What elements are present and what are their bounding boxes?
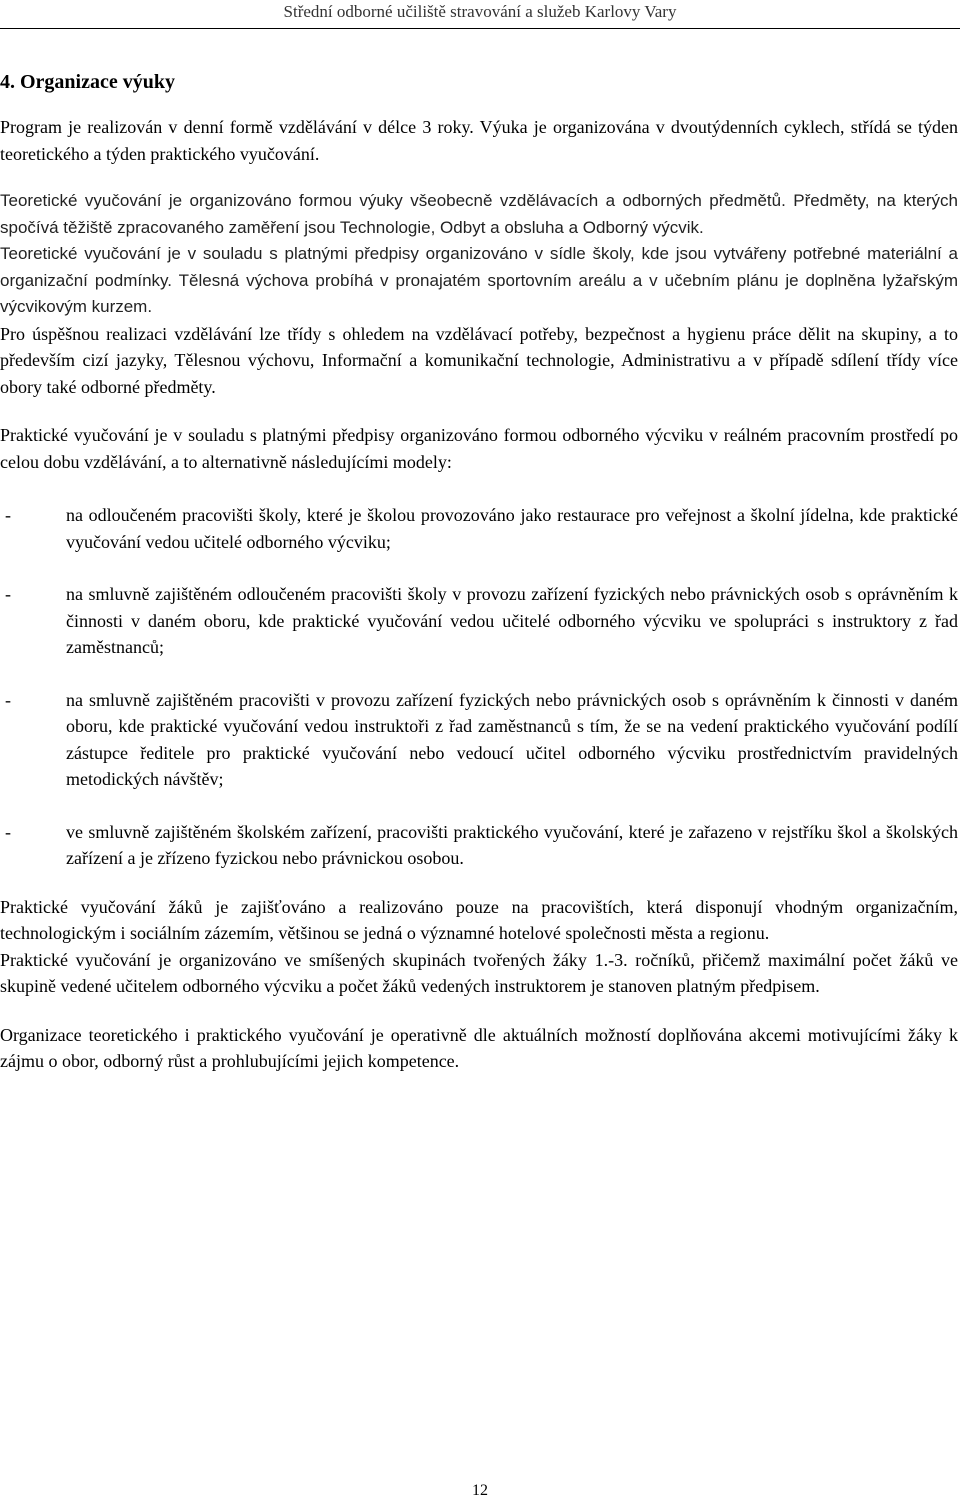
header-divider xyxy=(0,28,960,29)
page-header-title: Střední odborné učiliště stravování a služeb Karlovy Vary xyxy=(283,2,677,21)
list-item xyxy=(0,819,958,872)
paragraph-practical-partners: Praktické vyučování žáků je zajišťováno a realizováno pouze na pracovištích, která disponují vhodným organizačním, technologickým i sociálním zázemím, většinou se jedná o významné hotelové společnosti města a regionu. xyxy=(0,896,958,943)
paragraph-program-form: Program je realizován v denní formě vzdělávání v délce 3 roky. Výuka je organizována v dvoutýdenních cyklech, střídá se týden teoretického a týden praktického vyučování. xyxy=(0,117,958,164)
list-item xyxy=(0,687,958,793)
list-item xyxy=(0,581,958,661)
list-item-text: ve smluvně zajištěném školském zařízení, pracovišti praktického vyučování, které je zařazeno v rejstříku škol a školských zařízení a je zřízeno fyzickou nebo právnickou osobou. xyxy=(66,821,958,868)
paragraph-practical-models: Praktické vyučování je v souladu s platnými předpisy organizováno formou odborného výcviku v reálném pracovním prostředí po celou dobu vzdělávání, a to alternativně následujícími modely: xyxy=(0,425,958,472)
bullet-dash: - xyxy=(5,689,11,710)
paragraph-groups: Pro úspěšnou realizaci vzdělávání lze třídy s ohledem na vzdělávací potřeby, bezpečnost a hygienu práce dělit na skupiny, a to především cizí jazyky, Tělesnou výchovu, Informační a komunikační technologie, Administrativu a v případě sdílení třídy více obory také odborné předměty. xyxy=(0,323,958,397)
paragraph-organization: Organizace teoretického i praktického vyučování je operativně dle aktuálních možností doplňována akcemi motivujícími žáky k zájmu o obor, odborný růst a prohlubujícími jejich kompetence. xyxy=(0,1024,958,1071)
practical-models-list xyxy=(0,502,958,872)
bullet-dash: - xyxy=(5,821,11,842)
document-body xyxy=(0,114,958,1075)
list-item-text: na smluvně zajištěném pracovišti v provozu zařízení fyzických nebo právnických osob s oprávněním k činnosti v daném oboru, kde praktické vyučování vedou instruktoři z řad zaměstnanců s tím, že se na vedení praktického vyučování podílí zástupce ředitele pro praktické vyučování nebo vedoucí učitel odborného výcviku prostřednictvím pravidelných metodických návštěv; xyxy=(66,689,958,789)
paragraph-practical-groups: Praktické vyučování je organizováno ve smíšených skupinách tvořených žáky 1.-3. ročníků, přičemž maximální počet žáků ve skupině vedené učitelem odborného výcviku a počet žáků vedených instruktorem je stanoven platným předpisem. xyxy=(0,949,958,996)
list-item-text: na odloučeném pracovišti školy, které je školou provozováno jako restaurace pro veřejnost a školní jídelna, kde praktické vyučování vedou učitelé odborného výcviku; xyxy=(66,505,958,552)
bullet-dash: - xyxy=(5,505,11,525)
paragraph-theory-subjects: Teoretické vyučování je organizováno formou výuky všeobecně vzdělávacích a odborných předmětů. Předměty, na kterých spočívá těžiště zpracovaného zaměření jsou Technologie, Odbyt a obsluha a Odborný výcvik. xyxy=(0,191,958,237)
paragraph-theory-location: Teoretické vyučování je v souladu s platnými předpisy organizováno v sídle školy, kde jsou vytvářeny potřebné materiální a organizační podmínky. Tělesná výchova probíhá v pronajatém sportovním areálu a v učebním plánu je doplněna lyžařským výcvikovým kurzem. xyxy=(0,244,958,316)
list-item-text: na smluvně zajištěném odloučeném pracovišti školy v provozu zařízení fyzických nebo právnických osob s oprávněním k činnosti v daném oboru, kde praktické vyučování vedou učitelé odborného výcviku ve spolupráci s instruktory z řad zaměstnanců; xyxy=(66,584,958,657)
page-number: 12 xyxy=(472,1482,488,1499)
list-item xyxy=(0,502,958,555)
section-heading: 4. Organizace výuky xyxy=(0,71,175,93)
bullet-dash: - xyxy=(5,584,11,604)
